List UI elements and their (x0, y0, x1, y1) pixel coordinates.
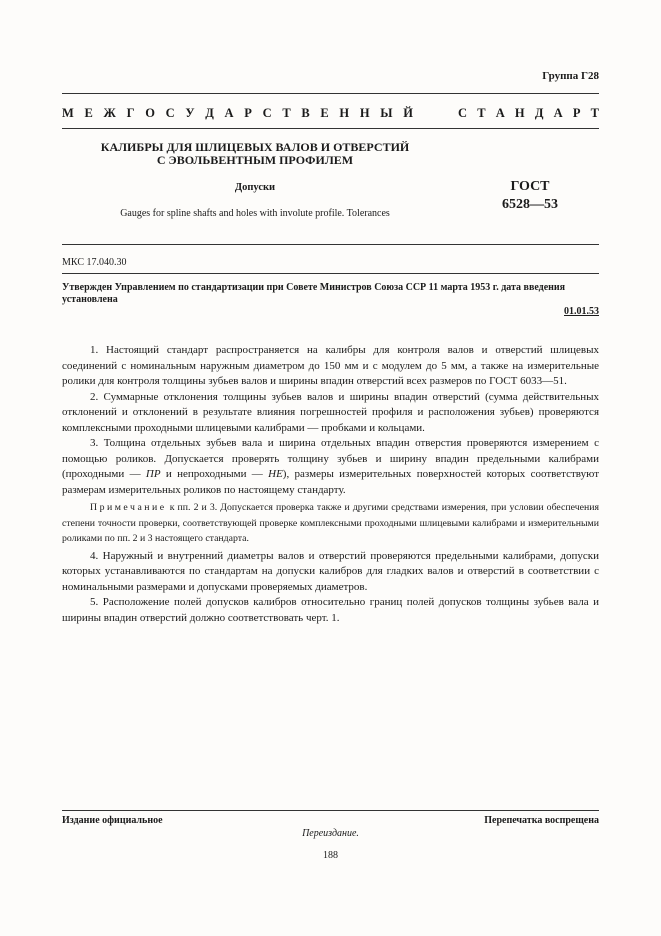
paragraph-3-text: 3. Толщина отдельных зубьев вала и ширина отдельных впадин отверстия проверяются измерением с помощью роликов. Допускается проверять толщину зубьев и ширину впадин предельными калибрами (проходными — (62, 437, 599, 480)
gost-number (462, 178, 598, 214)
heading-letter: С (262, 106, 272, 120)
interstate-word (62, 106, 413, 121)
go-gauge-symbol: ПР (145, 468, 161, 480)
introduction-date: 01.01.53 (564, 306, 599, 317)
note-label: Примечание (90, 502, 167, 513)
gost-code: 6528—53 (502, 197, 558, 212)
paragraph-3-text: и непроходными — (160, 468, 269, 480)
heading-letter: Ы (380, 106, 393, 120)
footer-rule (62, 810, 599, 811)
approval-rule (62, 273, 599, 274)
reissue-note: Переиздание. (302, 828, 359, 839)
heading-letter: Д (205, 106, 214, 120)
page-number: 188 (323, 850, 338, 861)
heading-letter: Е (320, 106, 329, 120)
heading-letter: А (553, 106, 563, 120)
heading-letter: М (62, 106, 74, 120)
document-title (70, 141, 440, 167)
heading-letter: У (185, 106, 195, 120)
heading-letter: Р (572, 106, 581, 120)
approval-statement: Утвержден Управлением по стандартизации при Совете Министров Союза ССР 11 марта 1953 г. дата введения установлена (62, 282, 566, 305)
paragraph-5: 5. Расположение полей допусков калибров относительно границ полей допусков толщины зубьев вала и ширины впадин отверстий должно соответствовать черт. 1. (62, 596, 599, 624)
mks-rule (62, 244, 599, 245)
paragraph-3-text: ), размеры измерительных поверхностей которых соответствуют размерам измерительных роликов по настоящему стандарту. (62, 468, 599, 496)
paragraph-4: 4. Наружный и внутренний диаметры валов и отверстий проверяются предельными калибрами, допуски которых устанавливаются по стандартам на допуски калибров для гладких валов и отверстий в соответствии с номинальными размерами и допусками проверяемых диаметров. (62, 549, 599, 593)
group-code: Группа Г28 (542, 70, 599, 82)
heading-letter: Е (84, 106, 93, 120)
heading-letter: С (165, 106, 175, 120)
note (62, 500, 599, 547)
document-subtitle: Допуски (234, 182, 276, 193)
interstate-standard-heading (62, 106, 599, 121)
paragraph-3 (62, 436, 599, 498)
heading-letter: Т (282, 106, 291, 120)
heading-letter: Н (514, 106, 525, 120)
heading-letter: А (495, 106, 505, 120)
reprint-prohibited: Перепечатка воспрещена (484, 815, 599, 826)
official-edition: Издание официальное (62, 815, 163, 826)
paragraph-1: 1. Настоящий стандарт распространяется на калибры для контроля валов и отверстий шлицевых соединений с номинальным наружным диаметром до 150 мм и с модулем до 5 мм, а также на измерительные ролики для контроля толщины зубьев валов и ширины впадин отверстий всех размеров по ГОСТ 6033—51. (62, 344, 599, 387)
title-line-1: КАЛИБРЫ ДЛЯ ШЛИЦЕВЫХ ВАЛОВ И ОТВЕРСТИЙ (100, 140, 410, 154)
standard-word (458, 106, 599, 121)
heading-letter: Ж (103, 106, 116, 120)
heading-rule (62, 128, 599, 129)
title-line-2: С ЭВОЛЬВЕНТНЫМ ПРОФИЛЕМ (156, 153, 354, 167)
heading-letter: О (145, 106, 155, 120)
heading-letter: Н (339, 106, 350, 120)
top-rule (62, 93, 599, 94)
heading-letter: Д (534, 106, 544, 120)
heading-letter: Т (590, 106, 599, 120)
document-body (62, 343, 599, 626)
heading-letter: Р (244, 106, 252, 120)
heading-letter: В (301, 106, 310, 120)
no-go-gauge-symbol: НЕ (268, 468, 283, 480)
heading-letter: А (224, 106, 234, 120)
heading-letter: Н (359, 106, 370, 120)
heading-letter: Й (403, 106, 413, 120)
mks-code: МКС 17.040.30 (62, 257, 127, 268)
note-text: к пп. 2 и 3. Допускается проверка также и другими средствами измерения, при условии обеспечения степени точности проверки, соответствующей проверке комплексными проходными шлицевыми калибрами и измерительными роликами по пп. 2 и 3 настоящего стандарта. (62, 502, 599, 544)
english-title: Gauges for spline shafts and holes with involute profile. Tolerances (120, 208, 390, 219)
paragraph-2: 2. Суммарные отклонения толщины зубьев валов и ширины впадин отверстий (сумма действительных отклонений и отклонений в результате влияния погрешностей профиля и расположения зубьев) проверяются комплексными проходными шлицевыми калибрами — пробками и кольцами. (62, 390, 599, 434)
gost-label: ГОСТ (510, 179, 550, 194)
heading-letter: Г (126, 106, 135, 120)
heading-letter: Т (477, 106, 486, 120)
heading-letter: С (458, 106, 468, 120)
